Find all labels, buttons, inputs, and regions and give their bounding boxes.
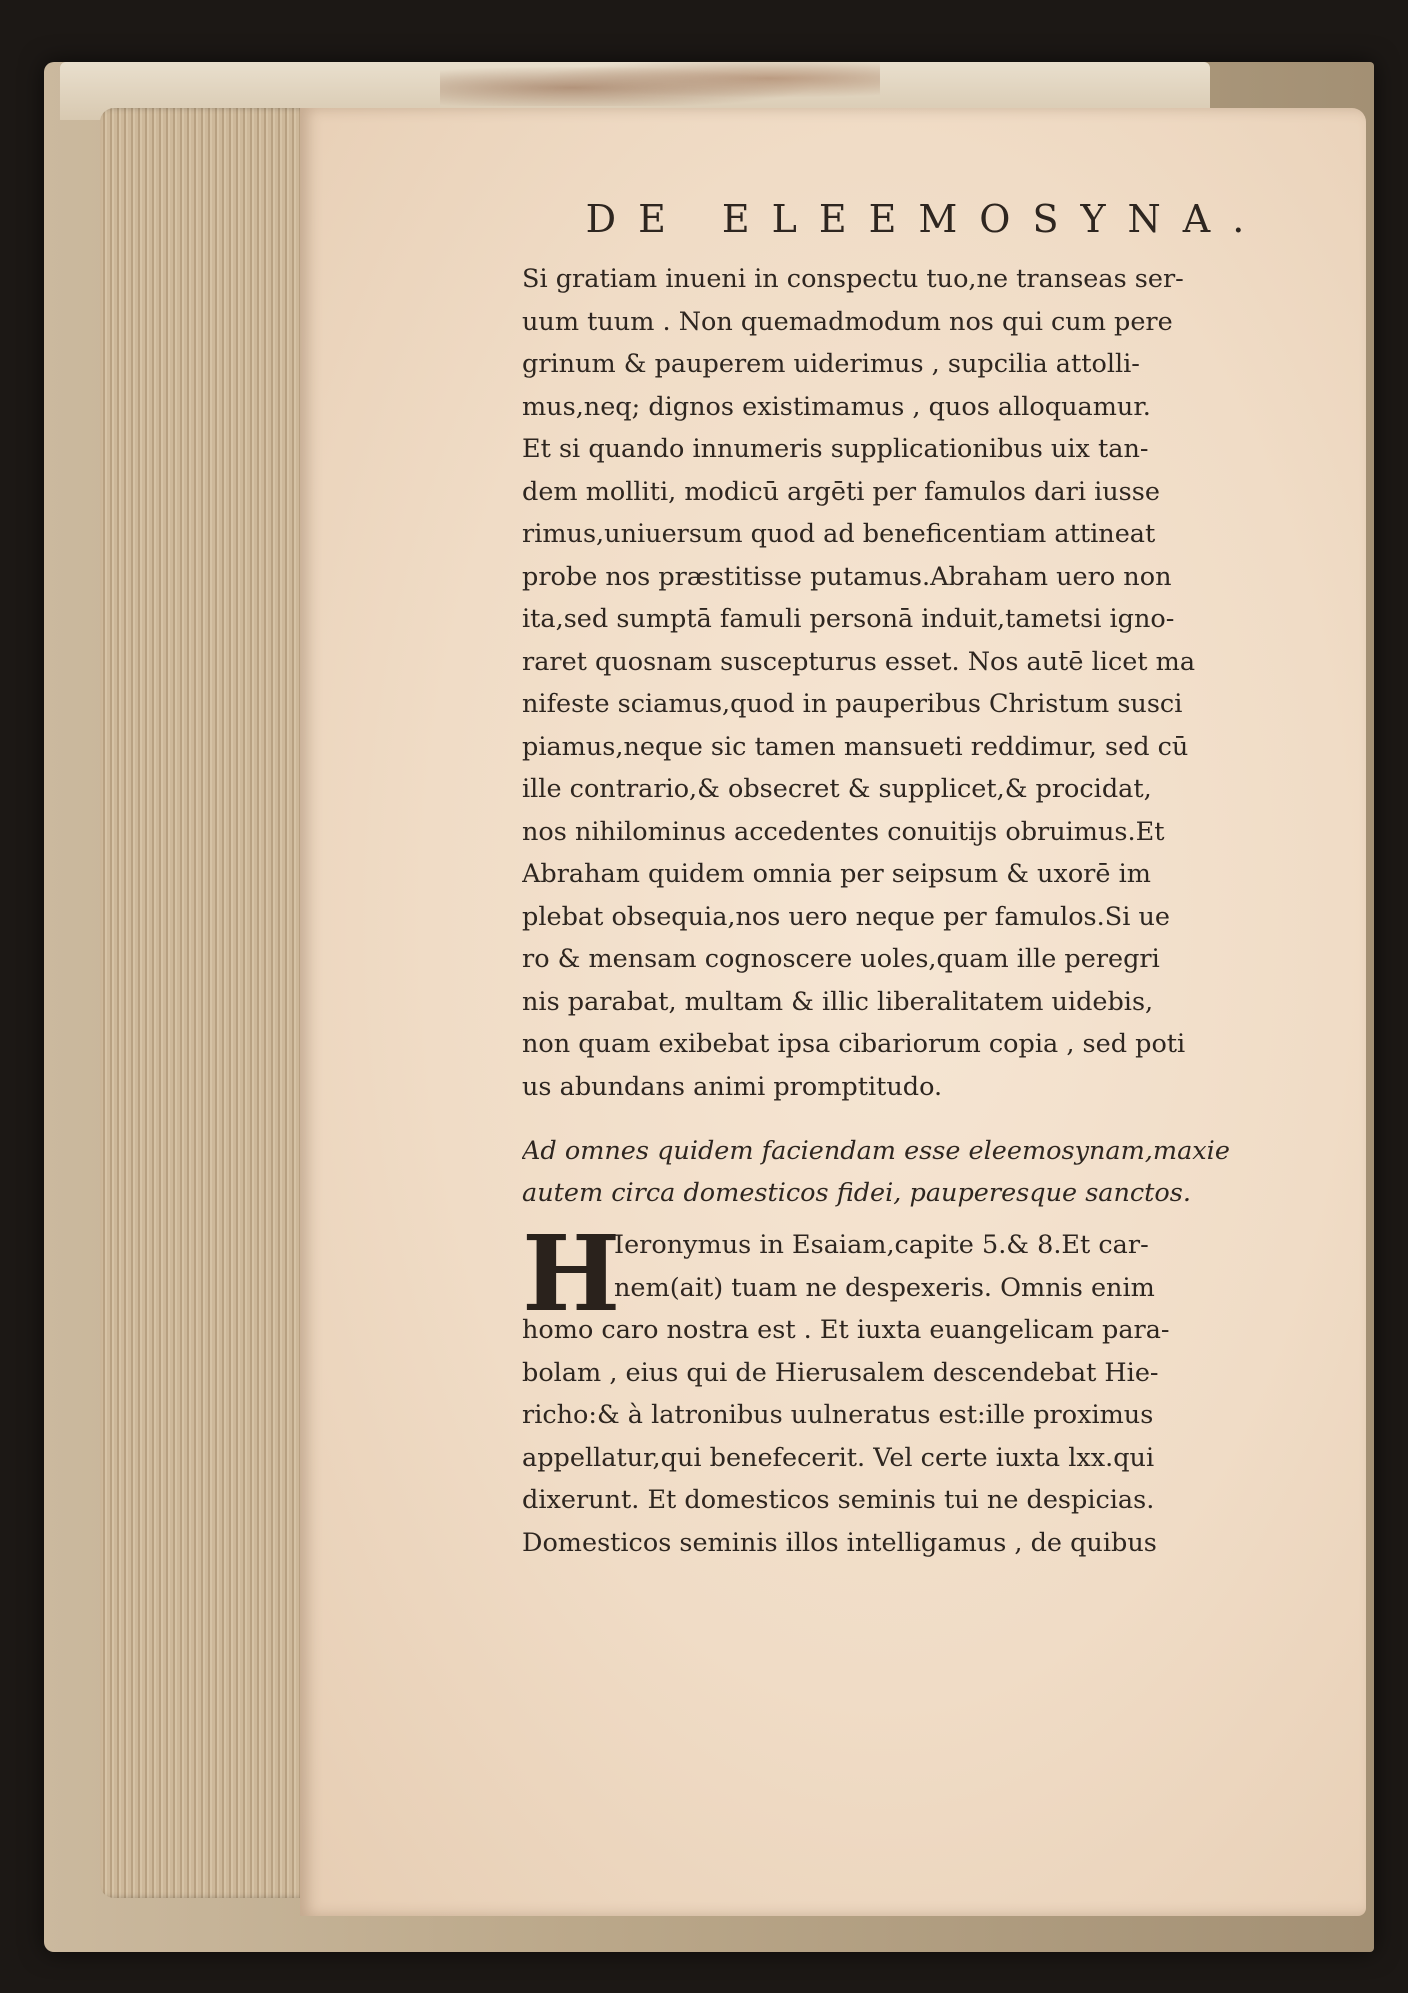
paragraph-2: [522, 1212, 1330, 1564]
text-line: uum tuum . Non quemadmodum nos qui cum pere: [522, 306, 1173, 337]
text-line: richo:& à latronibus uulneratus est:ille proximus: [522, 1400, 1154, 1430]
heading-line: Ad omnes quidem faciendam esse eleemosynam,maxie: [522, 1136, 1230, 1166]
text-line: nifeste sciamus,quod in pauperibus Christum susci: [522, 689, 1183, 719]
text-line: raret quosnam suscepturus esset. Nos autē licet ma: [522, 646, 1196, 677]
section-heading: [522, 1130, 1330, 1214]
text-line: dixerunt. Et domesticos seminis tui ne despicias.: [522, 1485, 1155, 1515]
text-line: us abundans animi promptitudo.: [522, 1071, 943, 1102]
drop-cap-initial: H: [522, 1212, 621, 1335]
text-line: ita,sed sumptā famuli personā induit,tametsi igno-: [522, 604, 1175, 634]
text-line: mus,neq; dignos existimamus , quos alloquamur.: [522, 391, 1151, 422]
text-line: plebat obsequia,nos uero neque per famulos.Si ue: [522, 901, 1170, 932]
text-line: Domesticos seminis illos intelligamus , de quibus: [522, 1527, 1157, 1558]
text-line: grinum & pauperem uiderimus , supcilia attolli-: [522, 349, 1140, 379]
text-line: ro & mensam cognoscere uoles,quam ille peregri: [522, 944, 1160, 974]
text-line: bolam , eius qui de Hierusalem descendebat Hie-: [522, 1357, 1159, 1388]
text-line: appellatur,qui benefecerit. Vel certe iuxta lxx.qui: [522, 1442, 1155, 1473]
text-line: dem molliti, modicū argēti per famulos dari iusse: [522, 476, 1160, 507]
text-line: nos nihilominus accedentes conuitijs obruimus.Et: [522, 816, 1165, 847]
page-fore-edge: [100, 108, 312, 1898]
text-line: rimus,uniuersum quod ad beneficentiam attineat: [522, 519, 1156, 549]
text-line: non quam exibebat ipsa cibariorum copia , sed poti: [522, 1029, 1186, 1059]
text-line: Si gratiam inueni in conspectu tuo,ne transeas ser-: [522, 264, 1184, 294]
text-line: Et si quando innumeris supplicationibus uix tan-: [522, 434, 1149, 464]
text-line: piamus,neque sic tamen mansueti reddimur, sed cū: [522, 731, 1189, 762]
running-head: DE ELEEMOSYNA.: [585, 197, 1267, 241]
text-line: nem(ait) tuam ne despexeris. Omnis enim: [614, 1272, 1155, 1303]
text-line: ille contrario,& obsecret & supplicet,& procidat,: [522, 774, 1152, 804]
heading-line: autem circa domesticos fidei, pauperesque sanctos.: [522, 1178, 1191, 1208]
marbled-endpaper: [440, 60, 880, 106]
paragraph-1: [522, 258, 1330, 1108]
page-text: [522, 192, 1330, 1564]
text-line: Abraham quidem omnia per seipsum & uxorē im: [522, 859, 1151, 889]
text-line: Ieronymus in Esaiam,capite 5.& 8.Et car-: [614, 1230, 1149, 1260]
text-line: nis parabat, multam & illic liberalitatem uidebis,: [522, 986, 1154, 1017]
text-line: homo caro nostra est . Et iuxta euangelicam para-: [522, 1315, 1170, 1345]
text-line: probe nos præstitisse putamus.Abraham uero non: [522, 561, 1172, 592]
